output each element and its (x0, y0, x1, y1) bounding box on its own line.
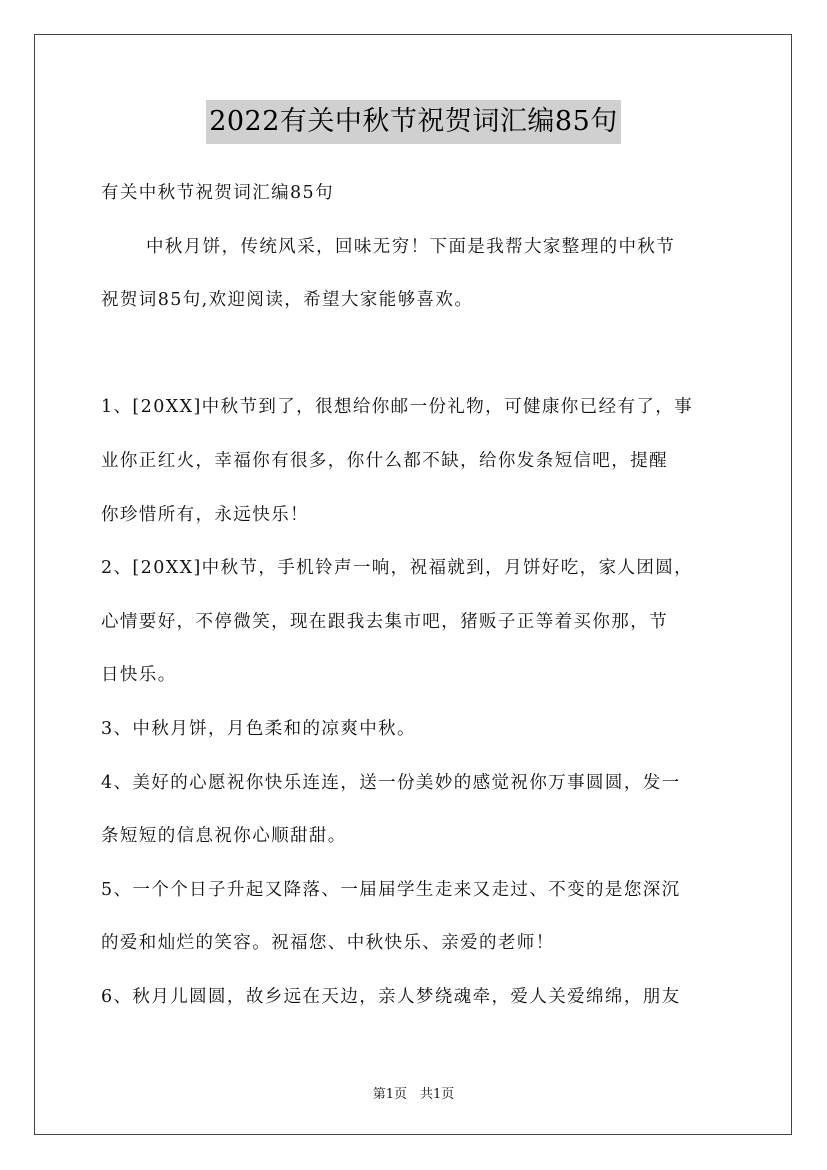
paragraph-spacer (101, 332, 731, 386)
body-line: 3、中秋月饼，月色柔和的凉爽中秋。 (101, 718, 416, 739)
body-line: 你珍惜所有，永远快乐！ (101, 504, 309, 525)
body-line: 1、[20XX]中秋节到了，很想给你邮一份礼物，可健康你已经有了，事 (101, 397, 694, 418)
body-line: 6、秋月儿圆圆，故乡远在天边，亲人梦绕魂牵，爱人关爱绵绵，朋友 (101, 986, 681, 1007)
intro-line: 祝贺词85句,欢迎阅读，希望大家能够喜欢。 (101, 290, 474, 311)
body-line: 2、[20XX]中秋节，手机铃声一响，祝福就到，月饼好吃，家人团圆， (101, 558, 694, 579)
body-line: 4、美好的心愿祝你快乐连连，送一份美妙的感觉祝你万事圆圆，发一 (101, 772, 681, 793)
intro-line: 中秋月饼，传统风采，回味无穷！下面是我帮大家整理的中秋节 (146, 236, 676, 257)
body-line: 条短短的信息祝你心顺甜甜。 (101, 826, 347, 847)
page-footer: 第1页 共1页 (372, 1087, 455, 1102)
body-line: 心情要好，不停微笑，现在跟我去集市吧，猪贩子正等着买你那，节 (101, 611, 668, 632)
subtitle-line: 有关中秋节祝贺词汇编85句 (101, 183, 334, 203)
document-title: 2022有关中秋节祝贺词汇编85句 (206, 100, 621, 144)
document-body (101, 171, 731, 1029)
body-line: 的爱和灿烂的笑容。祝福您、中秋快乐、亲爱的老师！ (101, 933, 555, 954)
title-container (0, 100, 827, 144)
body-line: 业你正红火，幸福你有很多，你什么都不缺，给你发条短信吧，提醒 (101, 450, 668, 471)
body-line: 5、一个个日子升起又降落、一届届学生走来又走过、不变的是您深沉 (101, 879, 681, 900)
body-line: 日快乐。 (101, 665, 177, 686)
